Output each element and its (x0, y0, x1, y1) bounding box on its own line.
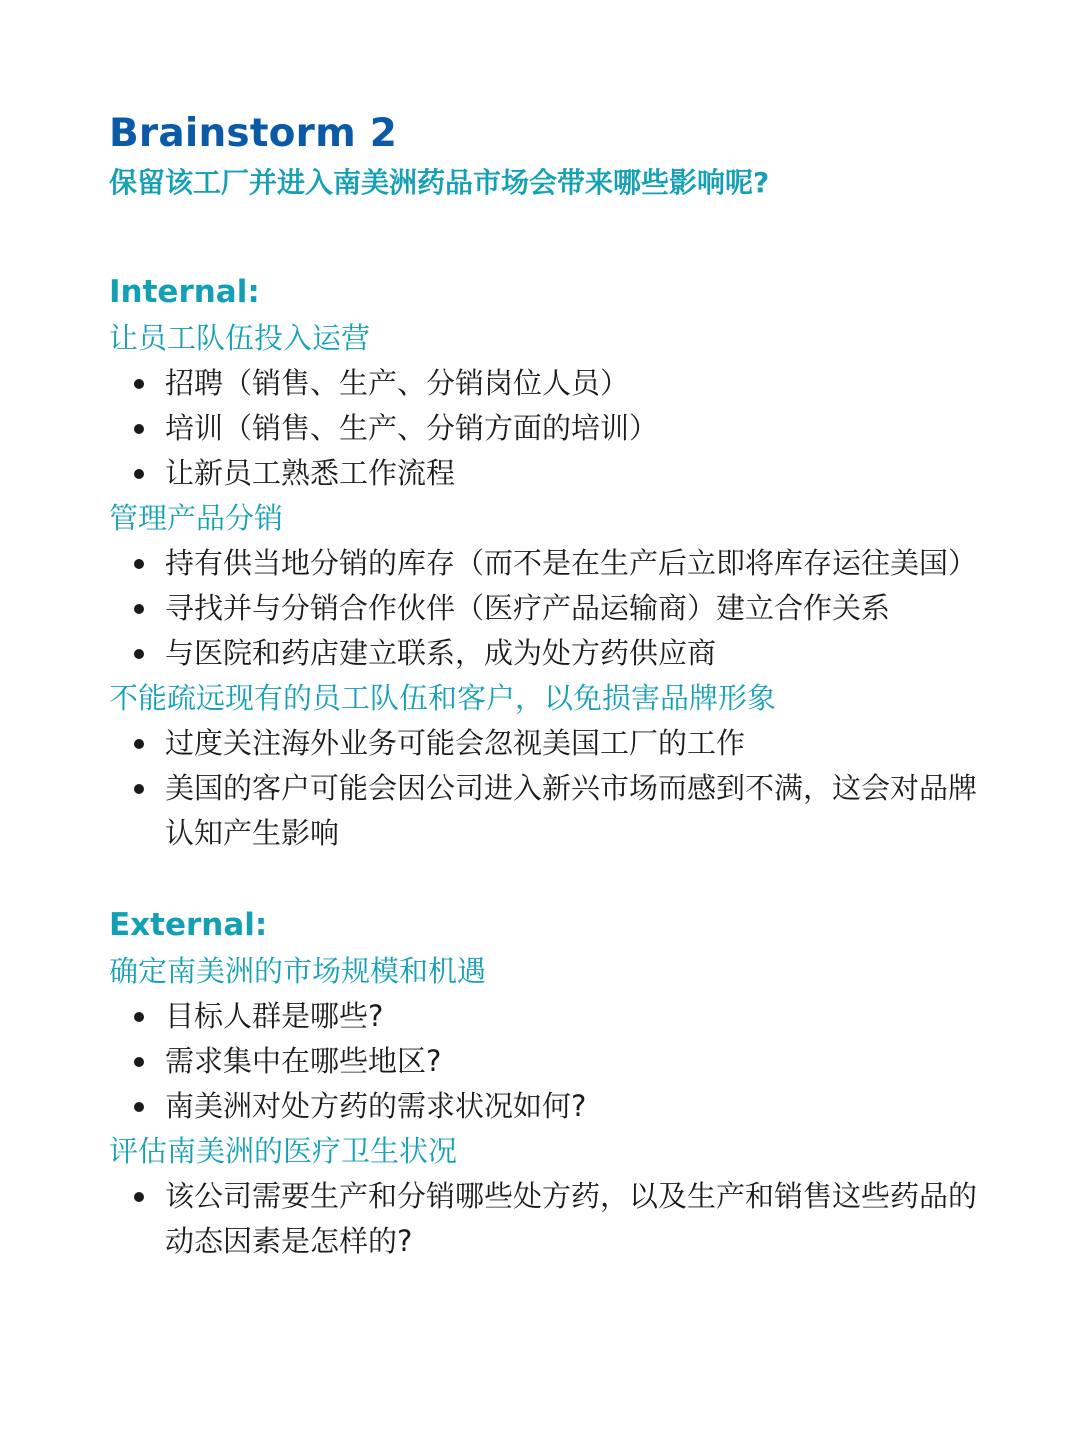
bullet-dot (134, 469, 144, 479)
bullet-dot (134, 1102, 144, 1112)
list-item: 南美洲对处方药的需求状况如何? (109, 1084, 989, 1129)
list-item: 该公司需要生产和分销哪些处方药，以及生产和销售这些药品的动态因素是怎样的? (109, 1174, 989, 1264)
bullet-list (109, 541, 989, 676)
external-group-heading: 确定南美洲的市场规模和机遇 (109, 954, 487, 988)
list-item: 与医院和药店建立联系，成为处方药供应商 (109, 631, 989, 676)
bullet-dot (134, 559, 144, 569)
bullet-list (109, 994, 989, 1129)
bullet-dot (134, 1192, 144, 1202)
list-item: 美国的客户可能会因公司进入新兴市场而感到不满，这会对品牌认知产生影响 (109, 766, 989, 856)
bullet-dot (134, 424, 144, 434)
external-group-heading: 评估南美洲的医疗卫生状况 (109, 1134, 458, 1168)
page-subtitle: 保留该工厂并进入南美洲药品市场会带来哪些影响呢? (109, 166, 770, 199)
bullet-dot (134, 649, 144, 659)
internal-group-heading: 让员工队伍投入运营 (109, 321, 371, 355)
external-heading: External: (109, 907, 268, 943)
bullet-list (109, 361, 989, 496)
list-item: 招聘（销售、生产、分销岗位人员） (109, 361, 989, 406)
list-item: 寻找并与分销合作伙伴（医疗产品运输商）建立合作关系 (109, 586, 989, 631)
bullet-dot (134, 379, 144, 389)
list-item: 过度关注海外业务可能会忽视美国工厂的工作 (109, 721, 989, 766)
page-title: Brainstorm 2 (109, 111, 398, 156)
bullet-dot (134, 1012, 144, 1022)
bullet-dot (134, 739, 144, 749)
internal-group-heading: 管理产品分销 (109, 501, 284, 535)
list-item: 让新员工熟悉工作流程 (109, 451, 989, 496)
bullet-list (109, 1174, 989, 1264)
internal-heading: Internal: (109, 274, 260, 310)
bullet-dot (134, 784, 144, 794)
bullet-dot (134, 604, 144, 614)
bullet-list (109, 721, 989, 856)
list-item: 目标人群是哪些? (109, 994, 989, 1039)
list-item: 需求集中在哪些地区? (109, 1039, 989, 1084)
list-item: 持有供当地分销的库存（而不是在生产后立即将库存运往美国） (109, 541, 989, 586)
list-item: 培训（销售、生产、分销方面的培训） (109, 406, 989, 451)
internal-group-heading: 不能疏远现有的员工队伍和客户，以免损害品牌形象 (109, 681, 777, 715)
bullet-dot (134, 1057, 144, 1067)
document-content (109, 108, 989, 1264)
